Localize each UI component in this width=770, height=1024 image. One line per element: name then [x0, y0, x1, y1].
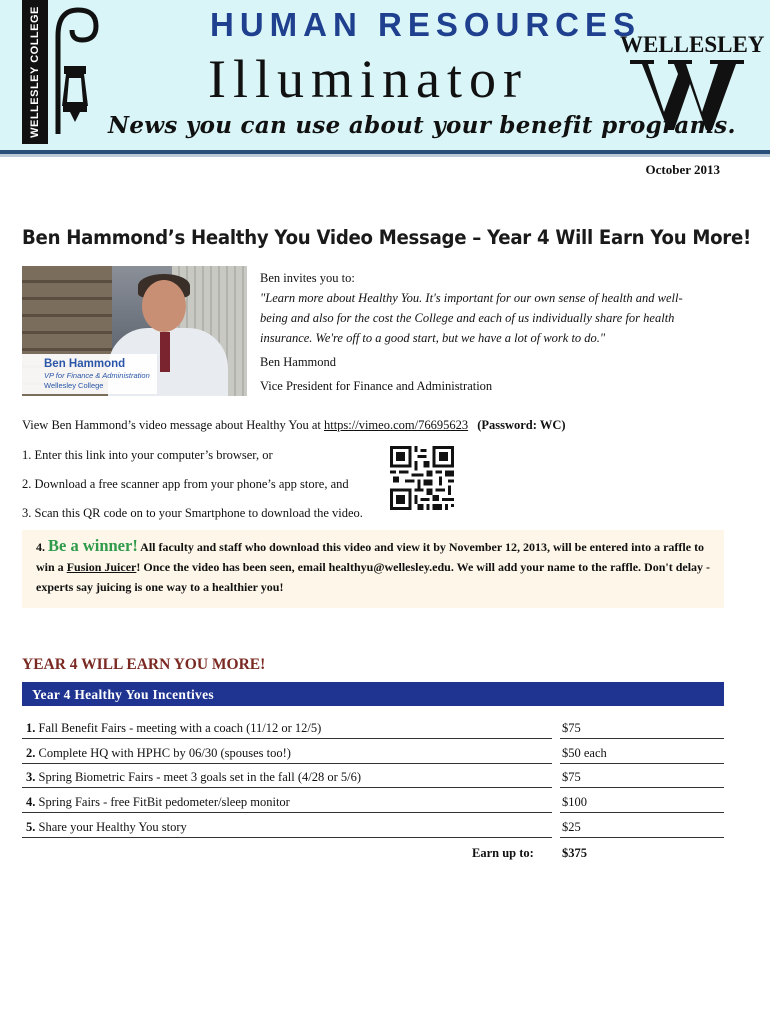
video-link[interactable]: https://vimeo.com/76695623	[323, 418, 469, 432]
article-headline: Ben Hammond’s Healthy You Video Message – Year 4 Will Earn You More!	[22, 226, 751, 249]
row-number: 4.	[26, 795, 36, 809]
winner-heading: Be a winner!	[48, 536, 138, 555]
wellesley-logo-icon	[628, 56, 746, 132]
winner-text-1: All faculty and staff who download this video and view it by November 12, 2013, will be entered into a raffle to win a	[36, 540, 705, 574]
row-label: Fall Benefit Fairs - meeting with a coach (11/12 or 12/5)	[38, 721, 322, 735]
row-number: 2.	[26, 746, 36, 760]
quote-title: Vice President for Finance and Administration	[260, 379, 493, 393]
table-row	[22, 742, 724, 764]
caption-name: Ben Hammond	[44, 358, 126, 370]
table-row	[22, 791, 724, 813]
video-line	[22, 418, 566, 433]
photo-caption	[22, 354, 157, 394]
section-title: HUMAN RESOURCES	[210, 6, 642, 43]
row-value: $75	[562, 770, 581, 784]
incentives-table-header: Year 4 Healthy You Incentives	[22, 682, 724, 706]
table-row	[22, 717, 724, 739]
row-number: 3.	[26, 770, 36, 784]
step-3: 3. Scan this QR code on to your Smartphone to download the video.	[22, 506, 363, 520]
newsletter-title: Illuminator	[208, 49, 528, 109]
masthead-divider	[0, 154, 770, 157]
total-label: Earn up to:	[472, 846, 534, 860]
caption-org: Wellesley College	[44, 381, 104, 390]
video-prefix: View Ben Hammond’s video message about Healthy You at	[22, 418, 321, 432]
table-row	[22, 816, 724, 838]
caption-role: VP for Finance & Administration	[44, 371, 150, 380]
quote-name: Ben Hammond	[260, 355, 337, 369]
issue-date: October 2013	[645, 162, 720, 177]
winner-text-2: ! Once the video has been seen, email healthyu@wellesley.edu. We will add your name to the raffle. Don't delay - experts say juicing is one way to a healthier you!	[36, 560, 711, 594]
row-label: Spring Fairs - free FitBit pedometer/sleep monitor	[38, 795, 290, 809]
table-row	[22, 766, 724, 788]
fusion-juicer-link[interactable]: Fusion Juicer	[66, 560, 137, 574]
winner-number: 4.	[36, 540, 45, 554]
row-number: 1.	[26, 721, 36, 735]
logo-wordmark: WELLESLEY	[620, 32, 765, 57]
row-value: $75	[562, 721, 581, 735]
video-password: (Password: WC)	[477, 418, 566, 432]
quote-block	[260, 268, 700, 396]
qr-code-icon	[390, 446, 454, 510]
quote-text: "Learn more about Healthy You. It's important for our own sense of health and well-being and also for the cost the College and each of us individually share for health insurance. We're off to a good start, but we have a lot of work to do."	[260, 291, 683, 345]
lamp-icon	[50, 6, 100, 134]
college-tab	[22, 0, 48, 144]
tagline: News you can use about your benefit programs.	[108, 112, 736, 139]
row-label: Spring Biometric Fairs - meet 3 goals set in the fall (4/28 or 5/6)	[38, 770, 362, 784]
row-value: $50 each	[562, 746, 607, 760]
row-value: $100	[562, 795, 587, 809]
college-tab-label: WELLESLEY COLLEGE	[29, 6, 41, 138]
row-value: $25	[562, 820, 581, 834]
row-label: Complete HQ with HPHC by 06/30 (spouses too!)	[38, 746, 291, 760]
total-value: $375	[562, 846, 587, 860]
raffle-callout	[22, 530, 724, 608]
quote-intro: Ben invites you to:	[260, 271, 355, 285]
masthead	[0, 0, 770, 154]
incentives-section-title: YEAR 4 WILL EARN YOU MORE!	[22, 656, 266, 673]
row-number: 5.	[26, 820, 36, 834]
step-2: 2. Download a free scanner app from your phone’s app store, and	[22, 477, 349, 491]
step-1: 1. Enter this link into your computer’s browser, or	[22, 448, 273, 462]
row-label: Share your Healthy You story	[38, 820, 187, 834]
